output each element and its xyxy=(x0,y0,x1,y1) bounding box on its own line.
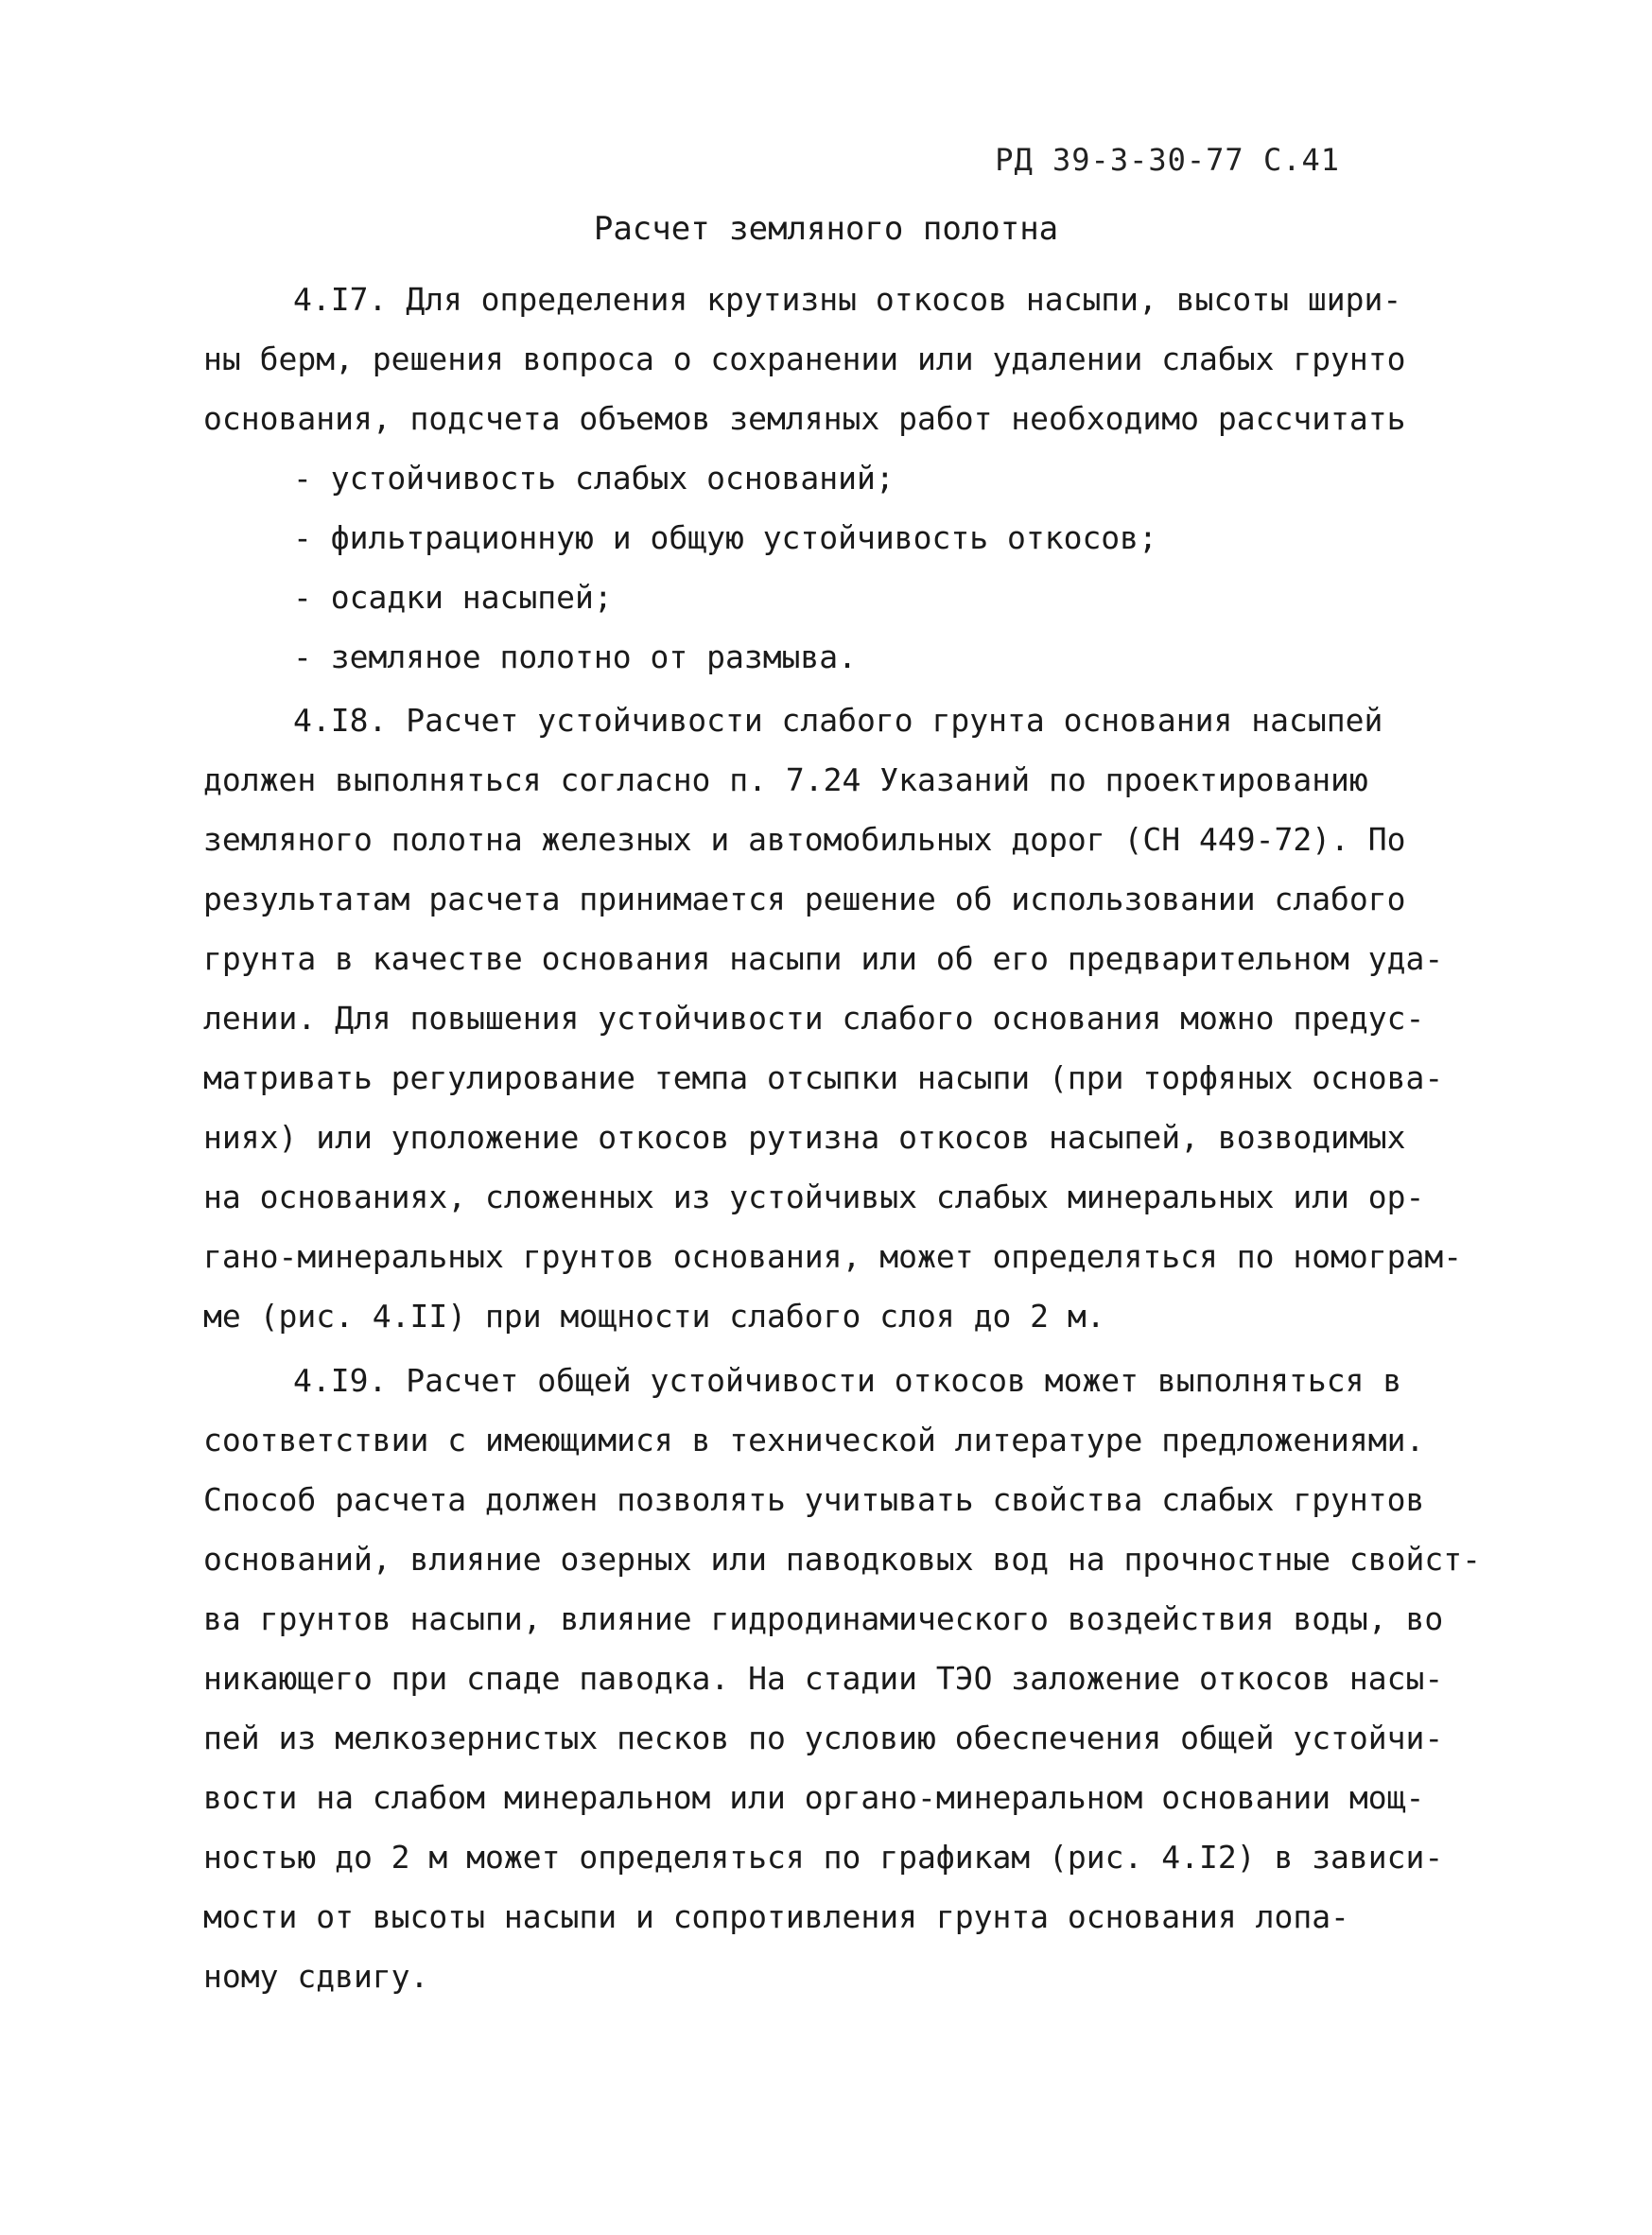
text-line: основания, подсчета объемов земляных работ необходимо рассчитать xyxy=(203,400,1406,437)
text-line: ва грунтов насыпи, влияние гидродинамического воздействия воды, во xyxy=(203,1600,1444,1637)
text-line: гано-минеральных грунтов основания, может определяться по номограм- xyxy=(203,1238,1463,1275)
text-line: земляного полотна железных и автомобильных дорог (СН 449-72). По xyxy=(203,821,1406,858)
text-line: ны берм, решения вопроса о сохранении или удалении слабых грунто xyxy=(203,340,1406,377)
text-line: должен выполняться согласно п. 7.24 Указаний по проектированию xyxy=(203,761,1368,798)
list-item: - фильтрационную и общую устойчивость откосов; xyxy=(293,519,1157,556)
text-line: грунта в качестве основания насыпи или об его предварительном уда- xyxy=(203,940,1444,977)
text-line: ниях) или уположение откосов рутизна откосов насыпей, возводимых xyxy=(203,1119,1406,1156)
text-line: пей из мелкозернистых песков по условию обеспечения общей устойчи- xyxy=(203,1720,1444,1756)
text-line: мости от высоты насыпи и сопротивления грунта основания лопа- xyxy=(203,1898,1349,1935)
text-line: оснований, влияние озерных или паводковых вод на прочностные свойст- xyxy=(203,1541,1482,1578)
text-line: никающего при спаде паводка. На стадии ТЭО заложение откосов насы- xyxy=(203,1660,1444,1697)
text-line: ному сдвигу. xyxy=(203,1958,429,1995)
list-item: - устойчивость слабых оснований; xyxy=(293,460,895,497)
text-line: ностью до 2 м может определяться по графикам (рис. 4.I2) в зависи- xyxy=(203,1839,1444,1876)
text-line: лении. Для повышения устойчивости слабого основания можно предус- xyxy=(203,1000,1425,1037)
text-line: ме (рис. 4.II) при мощности слабого слоя до 2 м. xyxy=(203,1298,1105,1335)
text-line: на основаниях, сложенных из устойчивых слабых минеральных или ор- xyxy=(203,1179,1425,1215)
text-line: матривать регулирование темпа отсыпки насыпи (при торфяных основа- xyxy=(203,1059,1444,1096)
text-line: 4.I8. Расчет устойчивости слабого грунта основания насыпей xyxy=(293,702,1383,739)
list-item: - земляное полотно от размыва. xyxy=(293,638,858,675)
text-line: вости на слабом минеральном или органо-минеральном основании мощ- xyxy=(203,1779,1425,1816)
text-line: 4.I9. Расчет общей устойчивости откосов может выполняться в xyxy=(293,1362,1402,1399)
text-line: 4.I7. Для определения крутизны откосов насыпи, высоты шири- xyxy=(293,281,1402,318)
page-header: РД 39-3-30-77 С.41 xyxy=(995,142,1340,178)
list-item: - осадки насыпей; xyxy=(293,579,613,616)
text-line: результатам расчета принимается решение об использовании слабого xyxy=(203,881,1406,917)
text-line: Способ расчета должен позволять учитывать свойства слабых грунтов xyxy=(203,1481,1425,1518)
text-line: соответствии с имеющимися в технической литературе предложениями. xyxy=(203,1422,1425,1458)
section-title: Расчет земляного полотна xyxy=(593,210,1059,248)
